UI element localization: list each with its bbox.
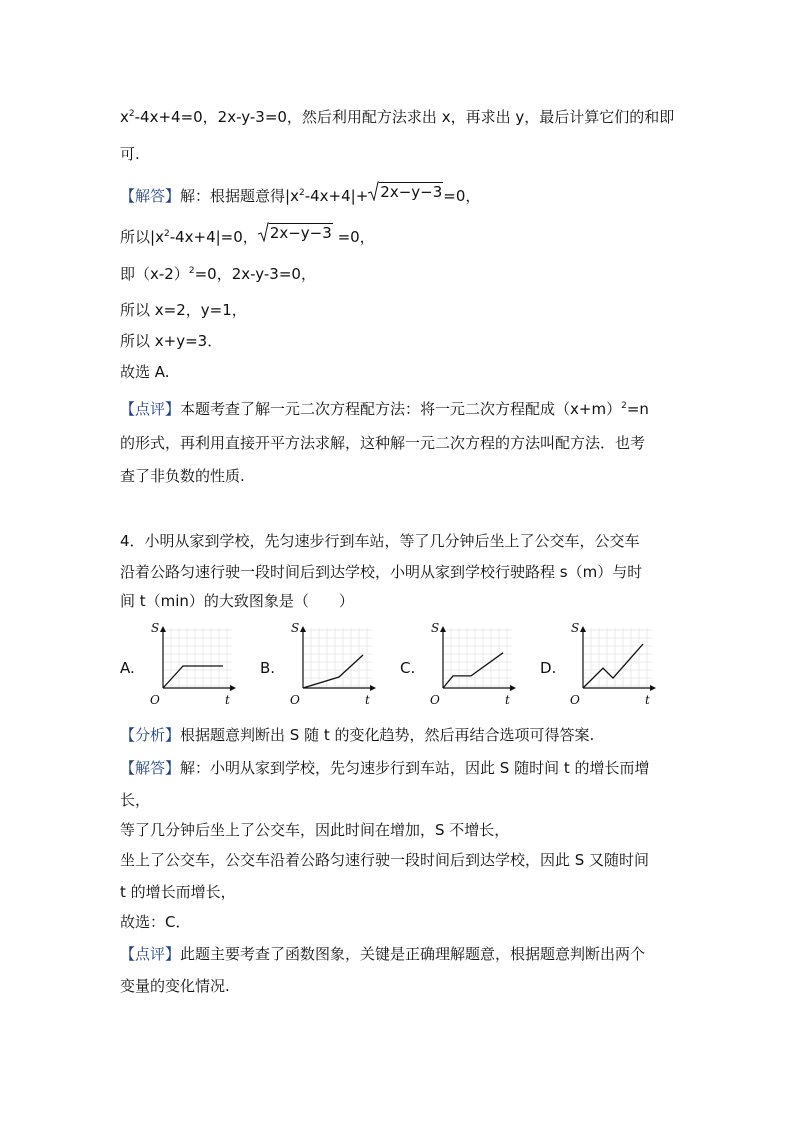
q4-answer-line-5: t 的增长而增长， (120, 883, 236, 901)
distance-time-line (163, 666, 223, 688)
option-b-graph (285, 622, 380, 714)
x-axis-label: t (645, 693, 650, 707)
y-axis-label: S (431, 621, 440, 635)
origin-label: O (290, 693, 300, 707)
x-axis-arrow (650, 685, 656, 691)
q4-answer-line-2: 长， (120, 791, 151, 809)
solution-line-sum: 所以 x+y=3． (120, 332, 223, 350)
y-axis-arrow (300, 626, 306, 632)
x-axis-label: t (365, 693, 370, 707)
x-axis-arrow (230, 685, 236, 691)
y-axis-label: S (151, 621, 160, 635)
x-axis-label: t (225, 693, 230, 707)
origin-label: O (570, 693, 580, 707)
comment-tag: 【点评】 (120, 945, 181, 963)
q4-answer-line-1: 【解答】解：小明从家到学校，先匀速步行到车站，因此 S 随时间 t 的增长而增 (120, 759, 650, 777)
distance-time-line (583, 644, 643, 688)
option-c-label: C. (400, 659, 416, 677)
option-a-graph (145, 622, 240, 714)
y-axis-label: S (571, 621, 580, 635)
x-axis-label: t (505, 693, 510, 707)
comment-line-2: 的形式，再利用直接开平方法求解，这种解一元二次方程的方法叫配方法．也考 (120, 434, 646, 452)
comment-line-3: 查了非负数的性质. (120, 467, 245, 485)
square-root: 2x−y−3 (368, 181, 443, 201)
analysis-tag: 【分析】 (120, 726, 181, 744)
distance-time-line (303, 655, 363, 688)
option-a-label: A. (120, 659, 135, 677)
solution-line-square: 即$(x-2)^2=0$，2x-y-3=0， (120, 265, 316, 283)
answer-tag: 【解答】 (120, 759, 181, 777)
question-stem-line-1: 4．小明从家到学校，先匀速步行到车站，等了几分钟后坐上了公交车，公交车 (120, 532, 640, 550)
y-axis-arrow (440, 626, 446, 632)
option-c-graph (425, 622, 520, 714)
answer-tag: 【解答】 (120, 187, 181, 205)
analysis-continuation-end: 可. (120, 145, 140, 163)
solution-line-xy: 所以 x=2，y=1， (120, 301, 247, 319)
square-root: 2x−y−3 (258, 222, 333, 242)
y-axis-arrow (580, 626, 586, 632)
q4-answer-line-3: 等了几分钟后坐上了公交车，因此时间在增加，S 不增长， (120, 821, 510, 839)
answer-options (120, 622, 680, 714)
q4-comment-line-2: 变量的变化情况. (120, 977, 230, 995)
analysis-continuation-line: $x^2-4x+4=0$，2x-y-3=0，然后利用配方法求出 x，再求出 y，最后计算它们的和即 (120, 108, 675, 126)
origin-label: O (150, 693, 160, 707)
question-stem-line-2: 沿着公路匀速行驶一段时间后到达学校，小明从家到学校行驶路程 s（m）与时 (120, 563, 643, 581)
x-axis-arrow (510, 685, 516, 691)
y-axis-label: S (291, 621, 300, 635)
x-axis-arrow (370, 685, 376, 691)
solution-line-abs: 所以$|x^2-4x+4|=0$， 2x−y−3 =0， (120, 224, 375, 246)
q4-comment-line-1: 【点评】此题主要考查了函数图象，关键是正确理解题意，根据题意判断出两个 (120, 945, 646, 963)
option-d-label: D. (540, 659, 557, 677)
comment-line-1: 【点评】本题考查了解一元二次方程配方法：将一元二次方程配成$(x+m)^2=n$ (120, 400, 649, 418)
comment-tag: 【点评】 (120, 400, 181, 418)
y-axis-arrow (160, 626, 166, 632)
q4-analysis-line: 【分析】根据题意判断出 S 随 t 的变化趋势，然后再结合选项可得答案. (120, 726, 595, 744)
q4-answer-line-6: 故选：C． (120, 913, 191, 931)
q4-answer-line-4: 坐上了公交车，公交车沿着公路匀速行驶一段时间后到达学校，因此 S 又随时间 (120, 851, 650, 869)
option-b-label: B. (260, 659, 276, 677)
option-d-graph (565, 622, 660, 714)
question-stem-line-3: 间 t（min）的大致图象是（ ） (120, 592, 354, 610)
choice-line: 故选 A. (120, 363, 170, 381)
answer-first-line: 【解答】解：根据题意得$|x^2-4x+4|+$ 2x−y−3 =0， (120, 183, 481, 205)
origin-label: O (430, 693, 440, 707)
